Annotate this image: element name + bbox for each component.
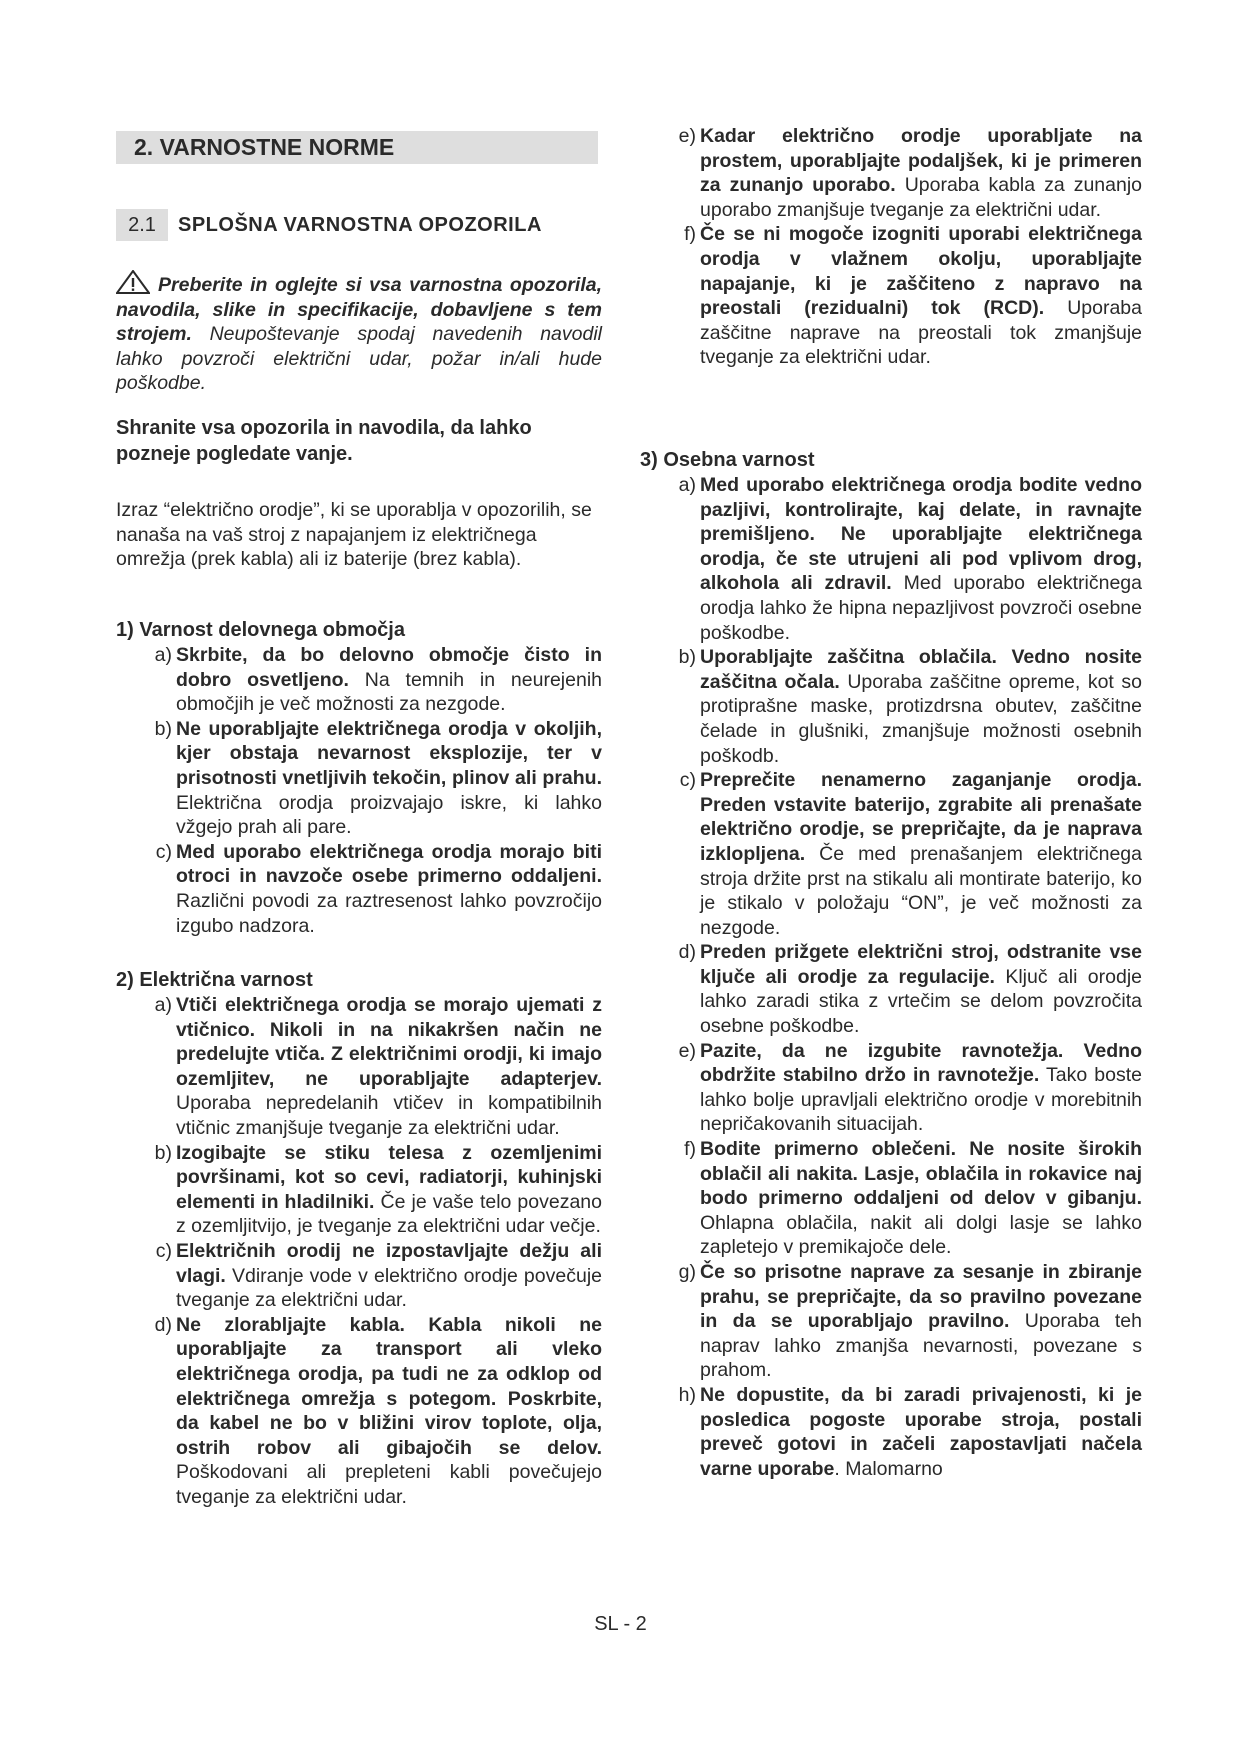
list-item (679, 768, 1143, 940)
item-text: Med uporabo električnega orodja lahko že hipna nepazljivost povzroči osebne poškodbe. (700, 572, 1142, 644)
item-bold-text: Električnih orodij ne izpostavljajte dežju ali vlagi. (176, 1239, 602, 1287)
group-title: 1) Varnost delovnega območja (116, 619, 405, 641)
item-text: Uporaba kabla za zunanjo uporabo zmanjšuje tveganje za električni udar. (700, 174, 1143, 221)
item-label: g) (678, 1261, 696, 1283)
item-bold-text: Ne dopustite, da bi zaradi privajenosti, ki je posledica pogoste uporabe stroja, postali preveč gotovi in začeli zapostavljati načela varne uporabe (700, 1383, 1142, 1480)
item-text: Vdiranje vode v električno orodje povečuje tveganje za električni udar. (176, 1264, 602, 1312)
item-text: Uporaba zaščitne naprave na preostali tok zmanjšuje tveganje za električni udar. (700, 297, 1142, 369)
list-item (155, 1239, 602, 1313)
item-bold-text: Če so prisotne naprave za sesanje in zbiranje prahu, se prepričajte, da so pravilno povezane in da se uporabljajo pravilno. (700, 1261, 1142, 1333)
item-bold-text: Če se ni mogoče izogniti uporabi električnega orodja v vlažnem okolju, uporabljajte napajanje, ki je zaščiteno z napravo na preostali (rezidualni) tok (RCD). (700, 223, 1142, 320)
list-item (678, 645, 1142, 768)
item-bold-text: Med uporabo električnega orodja morajo biti otroci in navzoče osebe primerno oddaljeni. (176, 840, 602, 888)
group-electrical-safety-continued (640, 124, 1142, 370)
list-item (155, 840, 602, 938)
list-item (154, 1141, 602, 1239)
item-bold-text: Preden prižgete električni stroj, odstranite vse ključe ali orodje za regulacije. (700, 941, 1142, 988)
item-bold-text: Skrbite, da bo delovno območje čisto in dobro osvetljeno. (176, 644, 602, 691)
item-label: a) (678, 474, 696, 496)
page-number: SL - 2 (594, 1613, 647, 1635)
item-label: b) (678, 646, 696, 669)
intro-paragraph: Izraz “električno orodje”, ki se uporablja v opozorilih, se nanaša na vaš stroj z napajanjem iz električnega omrežja (prek kabla) ali iz baterije (brez kabla). (116, 499, 592, 570)
group-personal-safety (640, 448, 1142, 1481)
group-electrical-safety (116, 968, 602, 1509)
item-text: Poškodovani ali prepleteni kabli povečujejo tveganje za električni udar. (176, 1461, 602, 1508)
item-bold-text: Bodite primerno oblečeni. Ne nosite širokih oblačil ali nakita. Lasje, oblačila in rokavice naj bodo primerno oddaljeni od delov v gibanju. (700, 1138, 1142, 1210)
item-text: Uporaba teh naprav lahko zmanjša nevarnosti, povezane s prahom. (700, 1310, 1142, 1382)
section-heading (116, 131, 598, 164)
list-item (678, 473, 1142, 645)
item-bold-text: Uporabljajte zaščitna oblačila. Vedno nosite zaščitna očala. (700, 646, 1142, 693)
item-label: d) (678, 941, 696, 964)
item-text: Če med prenašanjem električnega stroja držite prst na stikalu ali montirate baterijo, ko je stikalo v položaju “ON”, je več možnosti za nezgode. (700, 842, 1143, 939)
subsection-number: 2.1 (116, 209, 168, 241)
list-item (684, 222, 1142, 370)
list-item (678, 1260, 1142, 1383)
list-item (678, 124, 1143, 222)
item-label: a) (154, 994, 172, 1016)
item-label: f) (684, 1138, 696, 1161)
warning-triangle-icon (116, 270, 150, 294)
item-text: Uporaba nepredelanih vtičev in kompatibilnih vtičnic zmanjšuje tveganje za električni udar. (176, 1092, 602, 1139)
item-bold-text: Ne uporabljajte električnega orodja v okoljih, kjer obstaja nevarnost eksplozije, ter v prisotnosti vnetljivih tekočin, plinov ali prahu. (176, 717, 602, 789)
item-text: . Malomarno (834, 1457, 943, 1480)
item-label: c) (155, 840, 172, 863)
list-item (154, 993, 602, 1141)
item-bold-text: Ne zlorabljajte kabla. Kabla nikoli ne uporabljajte za transport ali vleko električnega orodja, pa tudi ne za odklop od električnega omrežja s potegom. Poskrbite, da kabel ne bo v bližini virov toplote, olja, ostrih robov ali gibajočih se delov. (176, 1313, 602, 1459)
group-title: 2) Električna varnost (116, 969, 313, 991)
item-bold-text: Izogibajte se stiku telesa z ozemljenimi površinami, kot so cevi, radiatorji, kuhinjski elementi in hladilniki. (176, 1141, 602, 1213)
item-bold-text: Med uporabo električnega orodja bodite vedno pazljivi, kontrolirajte, kaj delate, in ravnajte premišljeno. Ne uporabljajte električnega orodja, če ste utrujeni ali pod vplivom drog, alkohola ali zdravil. (700, 474, 1142, 595)
list-item (154, 643, 602, 717)
item-text: Uporaba zaščitne opreme, kot so protiprašne maske, protizdrsna obutev, zaščitne čelade in glušniki, zmanjšuje možnosti osebnih poškodb. (700, 670, 1142, 767)
item-label: h) (678, 1383, 696, 1406)
item-text: Ključ ali orodje lahko zaradi stika z vrtečim se delom povzročita osebne poškodbe. (700, 965, 1142, 1038)
item-label: e) (678, 1039, 696, 1062)
list-item (154, 1313, 602, 1510)
list-item (678, 940, 1142, 1038)
item-bold-text: Kadar električno orodje uporabljate na prostem, uporabljajte podaljšek, ki je primeren za zunanjo uporabo. (700, 125, 1142, 197)
item-label: c) (679, 769, 696, 792)
list-item (678, 1039, 1142, 1137)
subsection-heading (116, 209, 602, 241)
item-text: Ohlapna oblačila, nakit ali dolgi lasje se lahko zapletejo v premikajoče dele. (700, 1211, 1142, 1259)
item-label: a) (154, 644, 172, 666)
group-work-area-safety (116, 618, 602, 938)
item-label: b) (154, 717, 172, 740)
item-bold-text: Preprečite nenamerno zaganjanje orodja. Preden vstavite baterijo, zgrabite ali prenašate električno orodje, se prepričajte, da je naprava izklopljena. (700, 769, 1142, 865)
subsection-title: SPLOŠNA VARNOSTNA OPOZORILA (178, 214, 542, 236)
item-text: Na temnih in neurejenih območjih je več možnosti za nezgode. (176, 668, 602, 716)
item-label: c) (155, 1239, 172, 1262)
item-label: e) (678, 125, 696, 147)
keep-instructions: Shranite vsa opozorila in navodila, da lahko pozneje pogledate vanje. (116, 417, 532, 465)
list-item (154, 717, 602, 840)
item-text: Če je vaše telo povezano z ozemljitvijo, je tveganje za električni udar večje. (176, 1190, 602, 1238)
list-item (684, 1137, 1142, 1260)
item-label: b) (154, 1141, 172, 1164)
section-title: VARNOSTNE NORME (159, 134, 395, 160)
warning-bold-text: Preberite in oglejte si vsa varnostna opozorila, navodila, slike in specifikacije, dobavljene s tem strojem. (116, 274, 602, 345)
item-label: f) (684, 223, 696, 246)
list-item (678, 1383, 1142, 1481)
item-text: Tako boste lahko bolje upravljali električno orodje v morebitnih nepričakovanih situacijah. (700, 1064, 1142, 1136)
item-bold-text: Vtiči električnega orodja se morajo ujemati z vtičnico. Nikoli in na nikakršen način ne predelujte vtiča. Z električnimi orodji, ki imajo ozemljitev, ne uporabljajte adapterjev. (176, 994, 602, 1090)
section-number: 2. (134, 134, 154, 160)
item-bold-text: Pazite, da ne izgubite ravnotežja. Vedno obdržite stabilno držo in ravnotežje. (700, 1039, 1142, 1087)
item-text: Različni povodi za raztresenost lahko povzročijo izgubo nadzora. (176, 889, 602, 937)
warning-paragraph (116, 270, 602, 396)
group-title: 3) Osebna varnost (640, 449, 815, 471)
item-label: d) (154, 1313, 172, 1336)
warning-text: Neupoštevanje spodaj navedenih navodil lahko povzroči električni udar, požar in/ali hude poškodbe. (116, 323, 602, 394)
item-text: Električna orodja proizvajajo iskre, ki lahko vžgejo prah ali pare. (176, 791, 602, 839)
